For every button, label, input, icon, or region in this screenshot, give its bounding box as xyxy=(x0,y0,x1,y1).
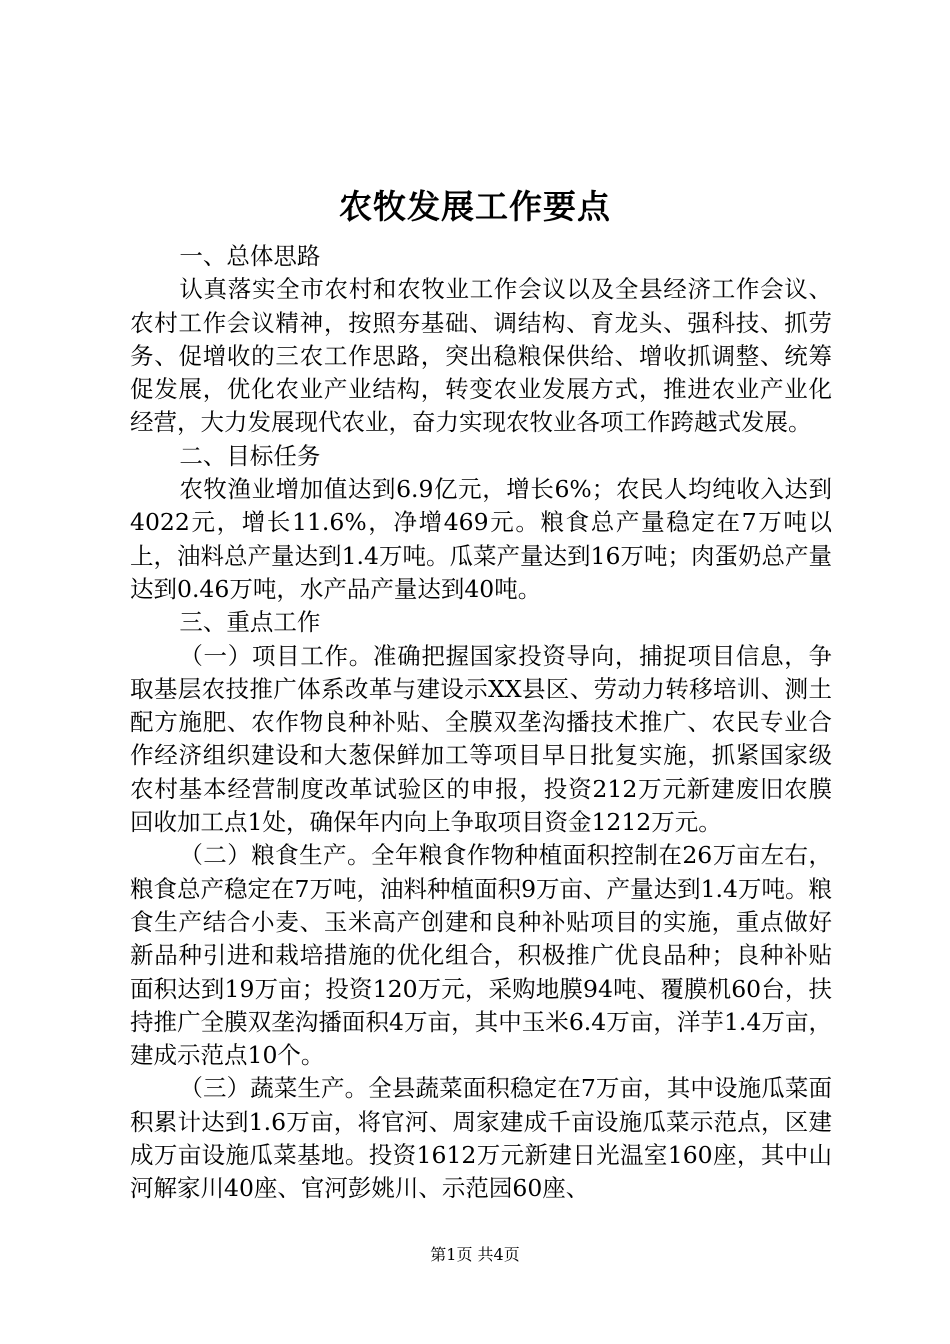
section-heading: 二、目标任务 xyxy=(179,441,321,470)
paragraph: （三）蔬菜生产。全县蔬菜面积稳定在7万亩，其中设施瓜菜面积累计达到1.6万亩，将官河、周家建成千亩设施瓜菜示范点，区建成万亩设施瓜菜基地。投资1612万元新建日光温室160座，其中山河解家川40座、官河彭姚川、示范园60座、 xyxy=(130,1074,832,1203)
page-footer: 第1页 共4页 xyxy=(430,1245,520,1264)
paragraph: （一）项目工作。准确把握国家投资导向，捕捉项目信息，争取基层农技推广体系改革与建设示XX县区、劳动力转移培训、测土配方施肥、农作物良种补贴、全膜双垄沟播技术推广、农民专业合作经济组织建设和大葱保鲜加工等项目早日批复实施，抓紧国家级农村基本经营制度改革试验区的申报，投资212万元新建废旧农膜回收加工点1处，确保年内向上争取项目资金1212万元。 xyxy=(130,641,832,837)
paragraph: 认真落实全市农村和农牧业工作会议以及全县经济工作会议、农村工作会议精神，按照夯基础、调结构、育龙头、强科技、抓劳务、促增收的三农工作思路，突出稳粮保供给、增收抓调整、统筹促发展，优化农业产业结构，转变农业发展方式，推进农业产业化经营，大力发展现代农业，奋力实现农牧业各项工作跨越式发展。 xyxy=(130,275,832,437)
section-heading: 一、总体思路 xyxy=(179,242,321,270)
document-body xyxy=(130,240,832,1206)
section-heading: 三、重点工作 xyxy=(179,608,321,637)
paragraph: 农牧渔业增加值达到6.9亿元，增长6%；农民人均纯收入达到4022元，增长11.6%，净增469元。粮食总产量稳定在7万吨以上，油料总产量达到1.4万吨。瓜菜产量达到16万吨；肉蛋奶总产量达到0.46万吨，水产品产量达到40吨。 xyxy=(130,475,832,603)
paragraph: （二）粮食生产。全年粮食作物种植面积控制在26万亩左右，粮食总产稳定在7万吨，油料种植面积9万亩、产量达到1.4万吨。粮食生产结合小麦、玉米高产创建和良种补贴项目的实施，重点做好新品种引进和栽培措施的优化组合，积极推广优良品种；良种补贴面积达到19万亩；投资120万元，采购地膜94吨、覆膜机60台，扶持推广全膜双垄沟播面积4万亩，其中玉米6.4万亩，洋芋1.4万亩，建成示范点10个。 xyxy=(130,841,832,1070)
document-title: 农牧发展工作要点 xyxy=(339,187,611,226)
